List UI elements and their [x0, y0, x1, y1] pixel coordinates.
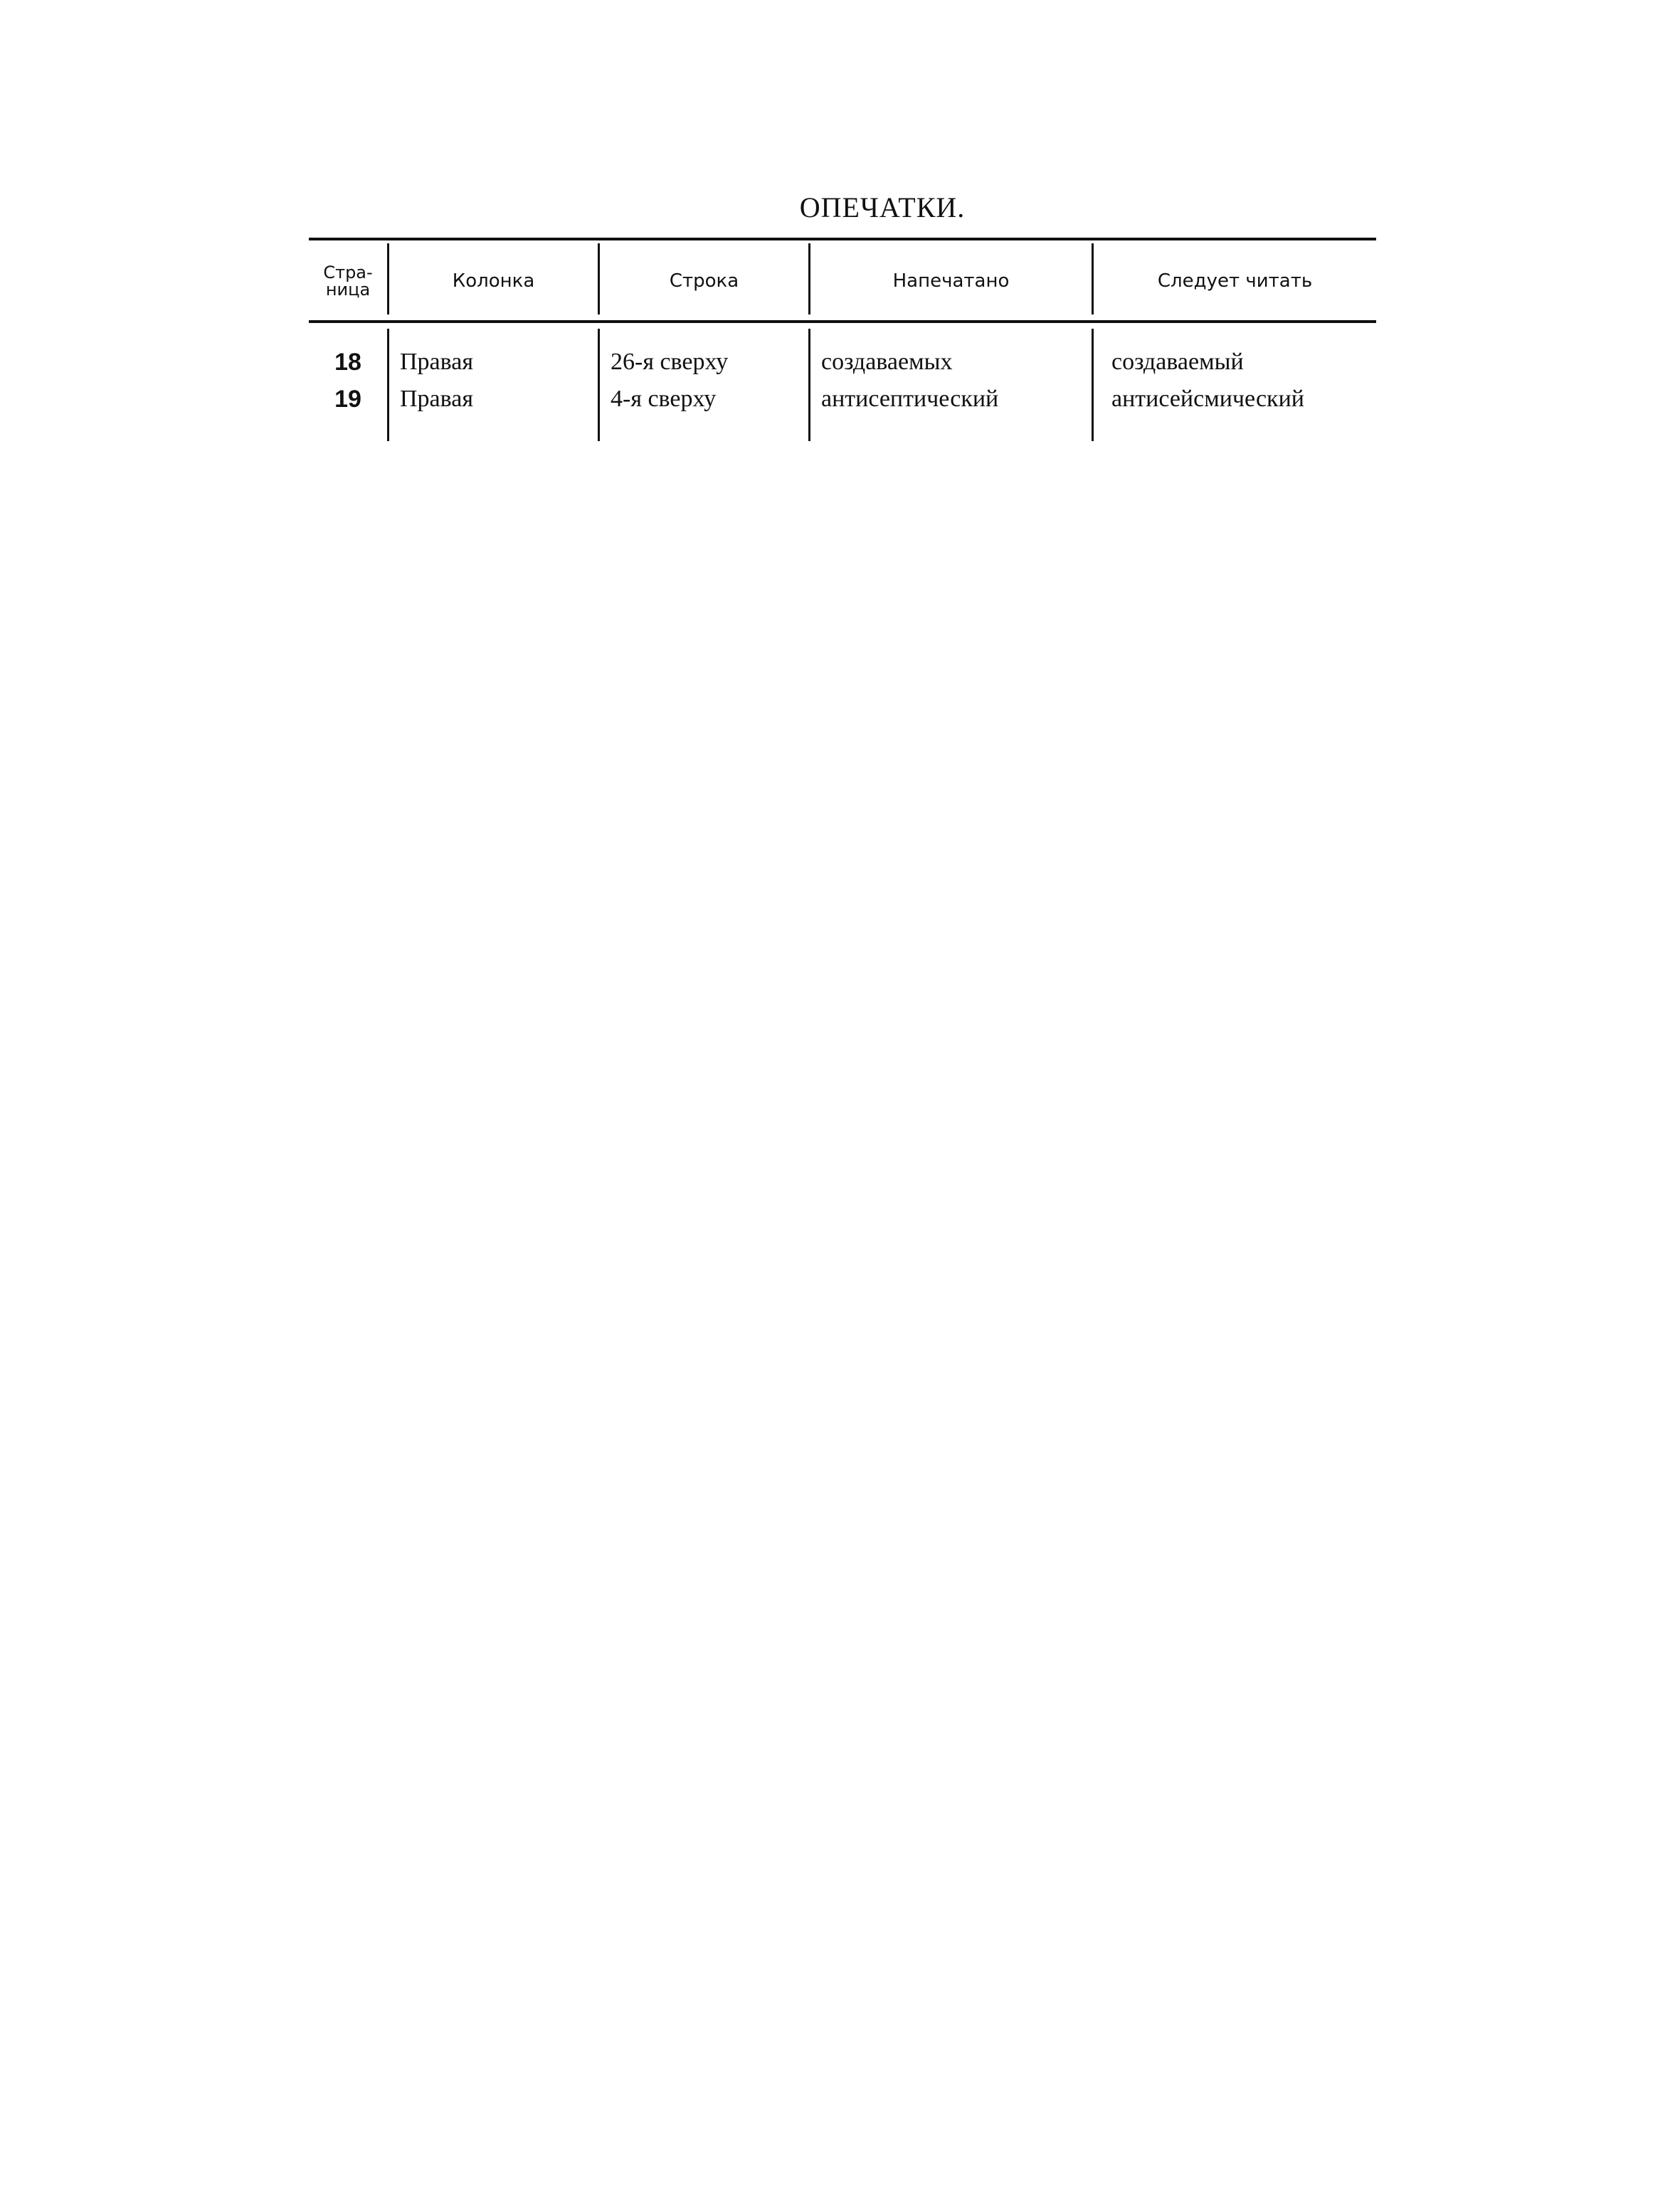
- cell-line: 26-я сверху: [611, 349, 729, 375]
- cell-should-read: создаваемый: [1111, 349, 1244, 375]
- cell-column: Правая: [400, 349, 473, 375]
- column-divider: [1092, 329, 1094, 441]
- header-page: [309, 242, 387, 320]
- column-divider: [598, 329, 600, 441]
- header-printed: Напечатано: [892, 270, 1010, 292]
- cell-line: 4-я сверху: [611, 386, 717, 412]
- cell-page: 18: [334, 349, 361, 376]
- header-column: Колонка: [452, 270, 535, 292]
- cell-column: Правая: [400, 386, 473, 412]
- table-top-rule: [309, 238, 1376, 240]
- header-page-line2: ница: [325, 280, 371, 300]
- header-should-read: Следует читать: [1157, 270, 1313, 292]
- cell-should-read: антисейсмический: [1111, 386, 1304, 412]
- column-divider: [387, 329, 389, 441]
- table-header-rule: [309, 320, 1376, 323]
- errata-table: [309, 238, 1376, 441]
- header-page-line1: Стра-: [323, 263, 373, 282]
- cell-printed: создаваемых: [821, 349, 953, 375]
- cell-printed: антисептический: [821, 386, 999, 412]
- page-title: ОПЕЧАТКИ.: [799, 191, 966, 223]
- header-line: Строка: [669, 270, 739, 292]
- column-divider: [808, 329, 810, 441]
- cell-page: 19: [334, 386, 361, 413]
